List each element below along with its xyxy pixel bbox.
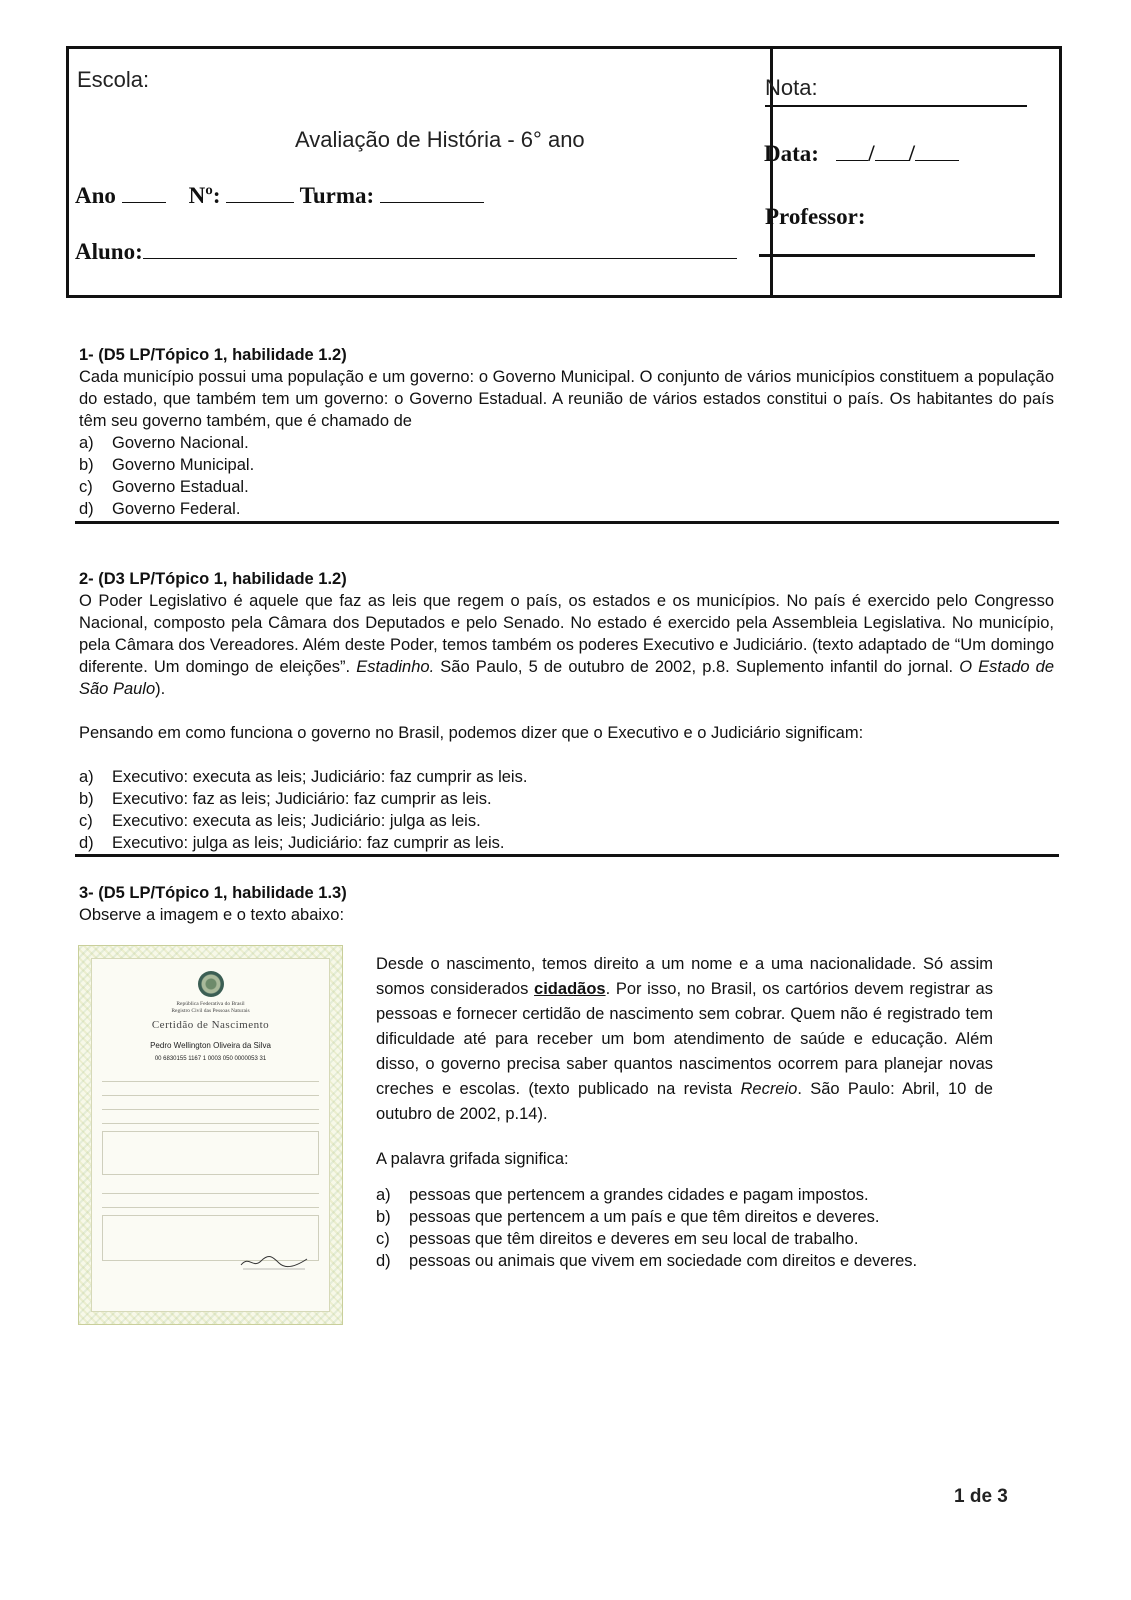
turma-field[interactable] bbox=[380, 184, 484, 203]
ano-turma-line bbox=[75, 183, 484, 209]
option-text: pessoas ou animais que vivem em sociedade com direitos e deveres. bbox=[409, 1252, 918, 1270]
data-label: Data: bbox=[764, 141, 819, 166]
certificate-header bbox=[92, 1001, 329, 1015]
certificate-field-row bbox=[102, 1113, 319, 1124]
text-segment: . São Paulo: Abril, 10 de outubro de 2002, p.14). bbox=[376, 1080, 993, 1123]
question-1-option-a[interactable] bbox=[79, 432, 1054, 454]
ano-label: Ano bbox=[75, 183, 116, 208]
question-3-title: 3- (D5 LP/Tópico 1, habilidade 1.3) bbox=[79, 884, 347, 902]
question-3-options bbox=[376, 1184, 993, 1272]
question-1-option-c[interactable] bbox=[79, 476, 1054, 498]
escola-label: Escola: bbox=[77, 67, 150, 92]
question-1-option-d[interactable] bbox=[79, 498, 1054, 520]
option-letter: a) bbox=[79, 768, 94, 786]
option-text: pessoas que pertencem a grandes cidades e pagam impostos. bbox=[409, 1186, 869, 1204]
text-italic: Recreio bbox=[740, 1080, 798, 1098]
certificate-field-row bbox=[102, 1197, 319, 1208]
question-3-option-c[interactable] bbox=[376, 1228, 993, 1250]
question-1-text: Cada município possui uma população e um governo: o Governo Municipal. O conjunto de vários municípios constituem a população do estado, que também tem um governo: o Governo Estadual. A reunião de vários estados constitui o país. Os habitantes do país têm seu governo também, que é chamado de bbox=[79, 368, 1054, 430]
data-year-field[interactable] bbox=[915, 142, 959, 161]
option-text: Executivo: executa as leis; Judiciário: julga as leis. bbox=[112, 812, 481, 830]
aluno-line bbox=[75, 239, 737, 265]
question-3-option-a[interactable] bbox=[376, 1184, 993, 1206]
nota-label: Nota: bbox=[765, 75, 818, 100]
numero-field[interactable] bbox=[226, 184, 294, 203]
turma-label: Turma: bbox=[299, 183, 375, 208]
option-text: Executivo: executa as leis; Judiciário: faz cumprir as leis. bbox=[112, 768, 528, 786]
text-segment: ). bbox=[155, 680, 166, 698]
question-3-body bbox=[376, 952, 993, 1272]
certificate-number: 00 6830155 1167 1 0003 050 0000053 31 bbox=[154, 1056, 267, 1062]
page-number: 1 de 3 bbox=[954, 1486, 1008, 1507]
certificate-title: Certidão de Nascimento bbox=[151, 1019, 270, 1031]
coat-of-arms-icon bbox=[198, 971, 224, 997]
signature-icon bbox=[239, 1253, 309, 1271]
option-text: pessoas que pertencem a um país e que têm direitos e deveres. bbox=[409, 1208, 880, 1226]
nota-field[interactable] bbox=[765, 105, 1027, 107]
question-3-prompt: A palavra grifada significa: bbox=[376, 1150, 569, 1168]
data-separator: / bbox=[908, 141, 915, 166]
option-letter: b) bbox=[376, 1208, 391, 1226]
question-2-text bbox=[79, 590, 1054, 700]
data-day-field[interactable] bbox=[836, 142, 868, 161]
question-3-option-d[interactable] bbox=[376, 1250, 993, 1272]
certificate-name: Pedro Wellington Oliveira da Silva bbox=[150, 1041, 271, 1050]
option-text: pessoas que têm direitos e deveres em seu local de trabalho. bbox=[409, 1230, 859, 1248]
question-3-option-b[interactable] bbox=[376, 1206, 993, 1228]
certificate-header-line: República Federativa do Brasil bbox=[176, 1001, 245, 1007]
professor-label: Professor: bbox=[765, 204, 866, 229]
option-letter: b) bbox=[79, 456, 94, 474]
option-letter: d) bbox=[79, 834, 94, 852]
certificate-field-row bbox=[102, 1085, 319, 1096]
section-divider bbox=[75, 521, 1059, 524]
option-text: Governo Estadual. bbox=[112, 478, 249, 496]
ano-field[interactable] bbox=[122, 184, 166, 203]
option-letter: a) bbox=[376, 1186, 391, 1204]
text-italic: Estadinho. bbox=[356, 658, 435, 676]
question-1-option-b[interactable] bbox=[79, 454, 1054, 476]
question-2-option-c[interactable] bbox=[79, 810, 1054, 832]
data-line bbox=[764, 141, 959, 167]
option-text: Governo Nacional. bbox=[112, 434, 249, 452]
question-2-option-a[interactable] bbox=[79, 766, 1054, 788]
certificate-field-box bbox=[102, 1131, 319, 1175]
question-2-option-b[interactable] bbox=[79, 788, 1054, 810]
option-letter: d) bbox=[376, 1252, 391, 1270]
certificate-field-row bbox=[102, 1183, 319, 1194]
option-letter: a) bbox=[79, 434, 94, 452]
option-text: Governo Federal. bbox=[112, 500, 241, 518]
option-letter: b) bbox=[79, 790, 94, 808]
professor-field[interactable] bbox=[759, 254, 1035, 257]
option-text: Executivo: faz as leis; Judiciário: faz cumprir as leis. bbox=[112, 790, 492, 808]
question-3-text bbox=[376, 952, 993, 1127]
certificate-field-row bbox=[102, 1071, 319, 1082]
exam-title: Avaliação de História - 6° ano bbox=[295, 127, 585, 152]
text-segment: Desde o nascimento, temos direito a um nome e a uma nacionalidade. Só assim somos considerados bbox=[376, 955, 993, 998]
question-2-prompt: Pensando em como funciona o governo no Brasil, podemos dizer que o Executivo e o Judiciário significam: bbox=[79, 724, 864, 742]
option-letter: d) bbox=[79, 500, 94, 518]
question-1-title: 1- (D5 LP/Tópico 1, habilidade 1.2) bbox=[79, 346, 347, 364]
underlined-keyword: cidadãos bbox=[534, 980, 606, 998]
text-segment: São Paulo, 5 de outubro de 2002, p.8. Suplemento infantil do jornal. bbox=[434, 658, 960, 676]
data-month-field[interactable] bbox=[875, 142, 909, 161]
certificate-document bbox=[91, 958, 330, 1312]
option-text: Governo Municipal. bbox=[112, 456, 255, 474]
question-3-header bbox=[79, 882, 1054, 926]
question-2-title: 2- (D3 LP/Tópico 1, habilidade 1.2) bbox=[79, 570, 347, 588]
text-italic: O Estado de São Paulo bbox=[79, 658, 1054, 698]
question-1 bbox=[79, 344, 1054, 520]
data-separator: / bbox=[868, 141, 875, 166]
aluno-field[interactable] bbox=[143, 240, 737, 259]
certificate-field-row bbox=[102, 1099, 319, 1110]
option-text: Executivo: julga as leis; Judiciário: faz cumprir as leis. bbox=[112, 834, 505, 852]
section-divider bbox=[75, 854, 1059, 857]
birth-certificate-image bbox=[78, 945, 343, 1325]
question-2 bbox=[79, 568, 1054, 854]
question-3-intro: Observe a imagem e o texto abaixo: bbox=[79, 906, 345, 924]
question-2-option-d[interactable] bbox=[79, 832, 1054, 854]
header-box bbox=[66, 46, 1062, 298]
option-letter: c) bbox=[376, 1230, 390, 1248]
option-letter: c) bbox=[79, 812, 93, 830]
aluno-label: Aluno: bbox=[75, 239, 143, 264]
text-segment: . Por isso, no Brasil, os cartórios devem registrar as pessoas e fornecer certidão de nascimento sem cobrar. Quem não é registrado tem dificuldade até para receber um bom atendimento de saúde e educação. Além disso, o governo precisa saber quantos nascimentos ocorrem para planejar novas creches e escolas. (texto publicado na revista bbox=[376, 980, 993, 1098]
certificate-header-line: Registro Civil das Pessoas Naturais bbox=[171, 1008, 250, 1014]
option-letter: c) bbox=[79, 478, 93, 496]
text-segment: O Poder Legislativo é aquele que faz as leis que regem o país, os estados e os municípios. No país é exercido pelo Congresso Nacional, composto pela Câmara dos Deputados e pelo Senado. No estado é exercido pela Assembleia Legislativa. No município, pela Câmara dos Vereadores. Além deste Poder, temos também os poderes Executivo e Judiciário. (texto adaptado de “Um domingo diferente. Um domingo de eleições”. bbox=[79, 592, 1054, 676]
numero-label: Nº: bbox=[188, 183, 221, 208]
